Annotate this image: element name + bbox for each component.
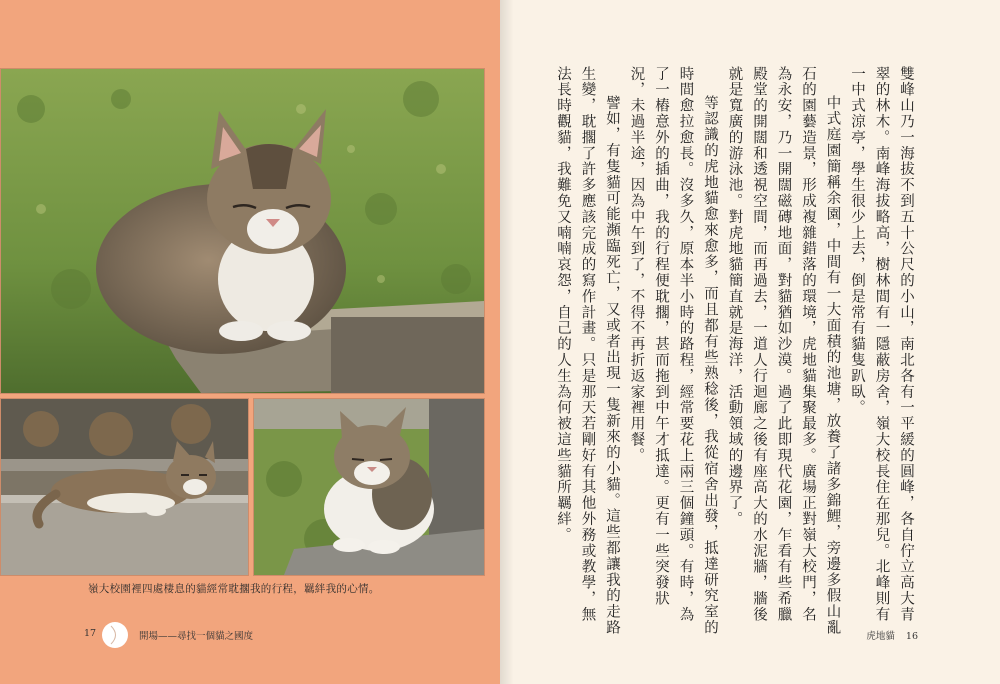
left-page-footer	[84, 620, 384, 644]
moon-logo-icon	[100, 620, 130, 650]
running-head: 虎地貓	[866, 631, 895, 642]
right-page	[500, 0, 1000, 684]
right-page-footer	[866, 628, 918, 642]
page-number-right: 16	[905, 631, 918, 642]
paragraph-2: 中式庭園簡稱余園，中間有一大面積的池塘，放養了諸多錦鯉，旁邊多假山亂石的園藝造景，形成複雜錯落的環境，虎地貓集聚最多。廣場正對嶺大校門，名為永安，乃一開闊磁磚地面，對貓猶如沙漠。過了此即現代花園，乍看有些希臘殿堂的開闊和透視空間，而再過去，一道人行迴廊之後有座高大的水泥牆，牆後就是寬廣的游泳池。對虎地貓簡直就是海洋，活動領域的邊界了。	[726, 66, 841, 636]
photo-cat-on-bench	[0, 68, 485, 394]
page-number-left: 17	[84, 628, 97, 639]
paragraph-1: 雙峰山乃一海拔不到五十公尺的小山，南北各有一平緩的圓峰，各自佇立高大青翠的林木。南峰海拔略高，樹林間有一隱蔽房舍，嶺大校長住在那兒。北峰則有一中式涼亭，學生很少上去，倒是常有貓隻趴臥。	[849, 66, 914, 623]
paragraph-4: 譬如，有隻貓可能瀕臨死亡，又或者出現一隻新來的小貓。這些都讓我的走路生變，耽擱了許多應該完成的寫作計畫。只是那天若剛好有其他外務或教學，無法長時觀貓，我難免又喃喃哀怨，自己的人生為何被這些貓所羈絆。	[555, 66, 620, 636]
paragraph-3: 等認識的虎地貓愈來愈多，而且都有些熟稔後，我從宿舍出發，抵達研究室的時間愈拉愈長。沒多久，原本半小時的路程，經常要花上兩三個鐘頭。有時，為了一樁意外的插曲，我的行程便耽擱，甚而拖到中午才抵達。更有一些突發狀況，未過半途，因為中午到了，不得不再折返家裡用餐。	[628, 66, 718, 636]
chapter-title: 開場——尋找一個貓之國度	[139, 631, 254, 642]
photo-cat-on-concrete	[253, 398, 485, 576]
photo-cat-lying-on-step	[0, 398, 249, 576]
body-text	[498, 66, 918, 636]
photo-caption: 嶺大校園裡四處棲息的貓經常耽擱我的行程，羈絆我的心情。	[88, 583, 380, 595]
